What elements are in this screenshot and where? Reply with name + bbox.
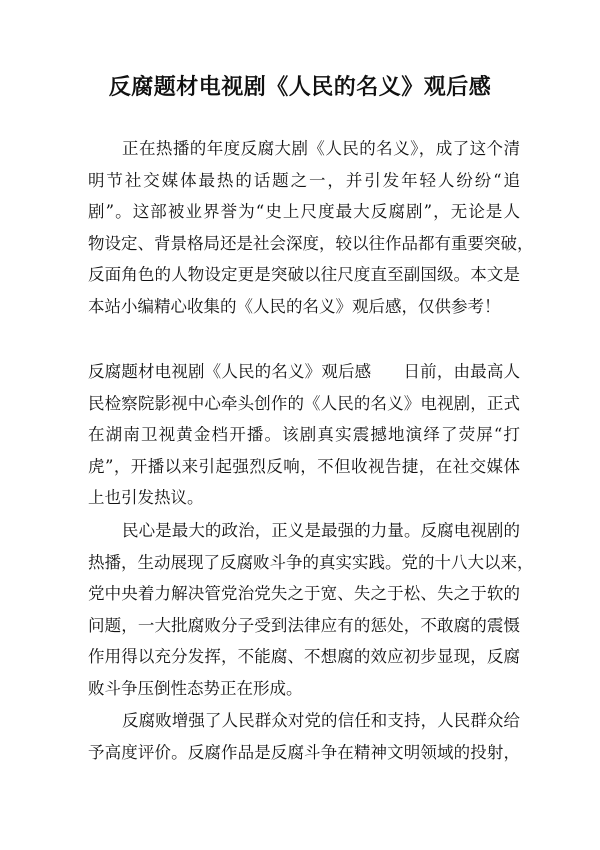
text-line (88, 356, 520, 388)
article-paragraph-3 (88, 705, 520, 768)
text-line: 民检察院影视中心牵头创作的《人民的名义》电视剧，正式 (88, 393, 520, 413)
text-line: 虎”，开播以来引起强烈反响，不但收视告捷，在社交媒体 (88, 456, 520, 476)
text-line: 党中央着力解决管党治党失之于宽、失之于松、失之于软的 (88, 584, 520, 603)
intro-paragraph (88, 133, 534, 322)
article-paragraph-2 (88, 515, 534, 704)
text-line: 热播，生动展现了反腐败斗争的真实实践。党的十八大以来， (88, 552, 534, 572)
article-heading: 反腐题材电视剧《人民的名义》观后感 (88, 362, 372, 381)
article-paragraph-1 (88, 356, 520, 514)
text-line: 上也引发热议。 (88, 488, 204, 507)
text-line: 反腐败增强了人民群众对党的信任和支持，人民群众给 (122, 711, 520, 730)
document-title: 反腐题材电视剧《人民的名义》观后感 (108, 74, 492, 100)
text-line: 予高度评价。反腐作品是反腐斗争在精神文明领域的投射， (88, 742, 520, 762)
text-line: 剧”。这部被业界誉为“史上尺度最大反腐剧”，无论是人 (88, 202, 520, 221)
text-line: 本站小编精心收集的《人民的名义》观后感，仅供参考！ (88, 296, 501, 316)
text-line: 正在热播的年度反腐大剧《人民的名义》，成了这个清 (122, 139, 520, 158)
text-line: 在湖南卫视黄金档开播。该剧真实震撼地演绎了荧屏“打 (88, 425, 520, 444)
text-line: 物设定、背景格局还是社会深度，较以往作品都有重要突破， (88, 233, 534, 253)
text-fragment: 日前，由最高人 (403, 362, 521, 381)
text-line: 民心是最大的政治，正义是最强的力量。反腐电视剧的 (122, 521, 520, 540)
text-line: 明节社交媒体最热的话题之一，并引发年轻人纷纷“追 (88, 170, 520, 190)
text-line: 败斗争压倒性态势正在形成。 (88, 678, 303, 698)
text-line: 反面角色的人物设定更是突破以往尺度直至副国级。本文是 (88, 265, 520, 284)
text-line: 作用得以充分发挥，不能腐、不想腐的效应初步显现，反腐 (88, 647, 520, 666)
text-line: 问题，一大批腐败分子受到法律应有的惩处，不敢腐的震慑 (88, 615, 520, 635)
